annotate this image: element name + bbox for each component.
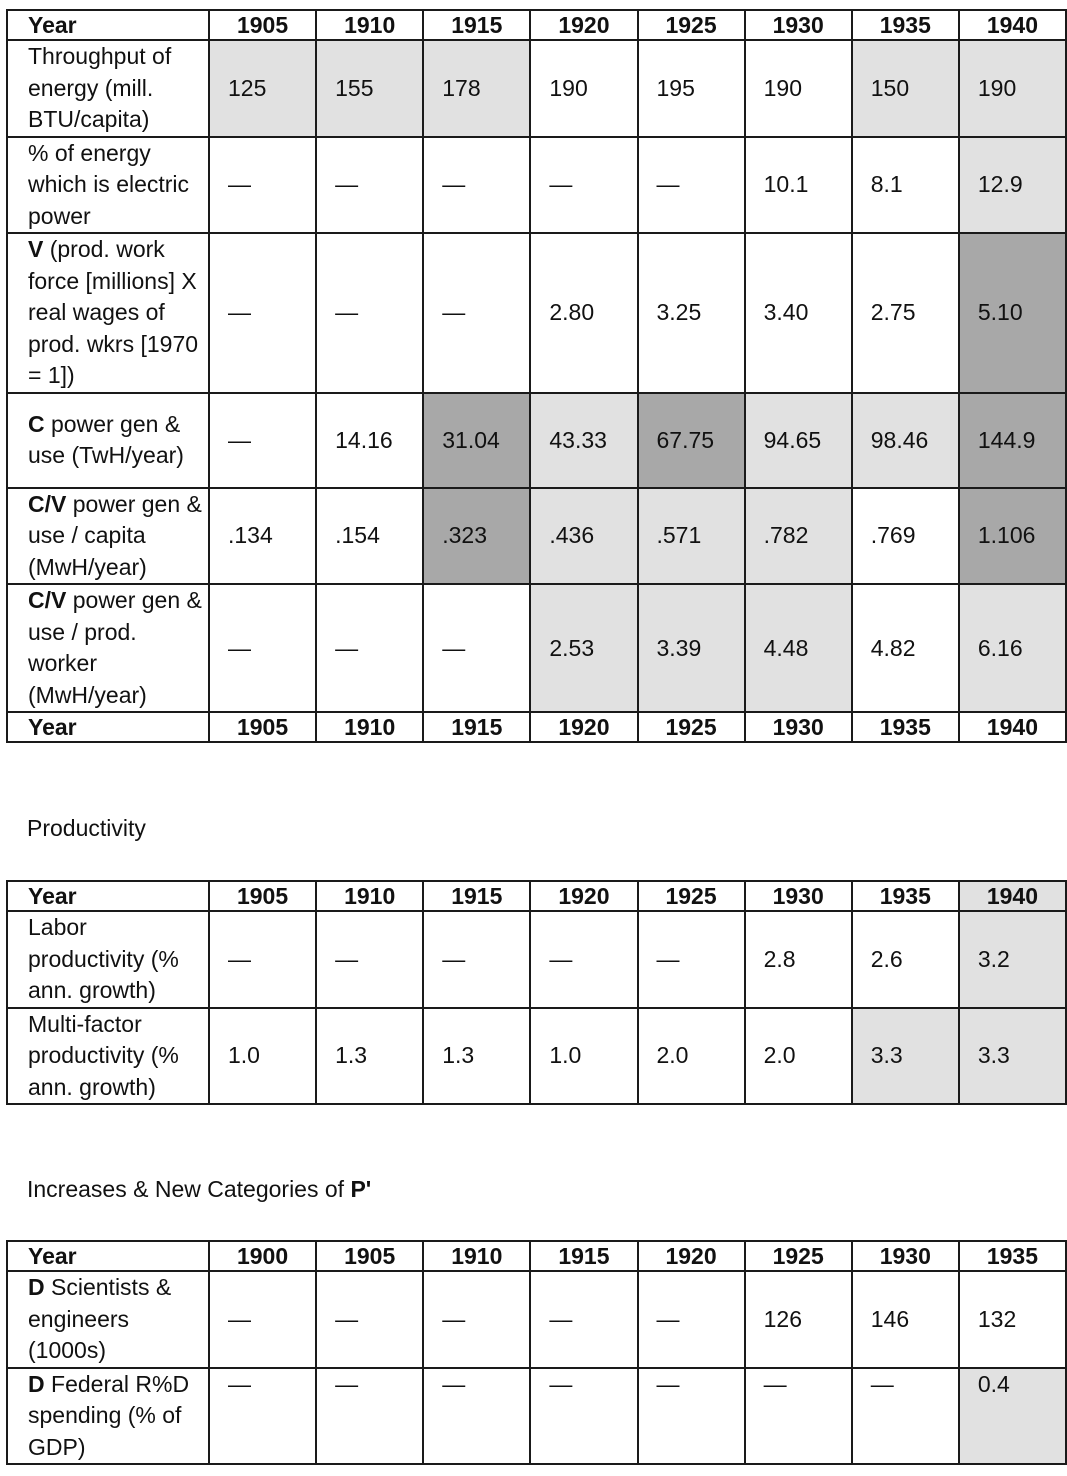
- row-label-symbol: D: [28, 1274, 45, 1300]
- table-cell: —: [209, 1368, 316, 1465]
- table-cell: 2.53: [530, 584, 637, 712]
- table-cell: —: [209, 393, 316, 488]
- row-label-symbol: C/V: [28, 587, 67, 613]
- row-label-text: power gen & use / capita (MwH/year): [28, 490, 202, 580]
- row-label-symbol: C/V: [28, 490, 67, 517]
- table-cell: —: [209, 911, 316, 1008]
- table-cell: 2.8: [745, 911, 852, 1008]
- year-header-cell: 1930: [745, 881, 852, 911]
- year-header-cell: 1915: [423, 881, 530, 911]
- year-header-cell: 1925: [638, 712, 745, 742]
- table-cell: 0.4: [959, 1368, 1066, 1465]
- table-row: [7, 1368, 1066, 1465]
- productivity-table: [6, 880, 1067, 1105]
- table-cell: .323: [423, 488, 530, 585]
- table-cell: 190: [959, 40, 1066, 137]
- table-cell: —: [316, 584, 423, 712]
- year-header-cell: 1935: [852, 712, 959, 742]
- table-cell: 150: [852, 40, 959, 137]
- year-header-cell: 1935: [852, 881, 959, 911]
- year-footer-row: [7, 712, 1066, 742]
- table-cell: 3.3: [959, 1008, 1066, 1105]
- table-cell: 2.80: [530, 233, 637, 393]
- table-cell: —: [638, 1271, 745, 1368]
- year-header-cell: 1925: [638, 10, 745, 40]
- row-label-text: Throughput of energy (mill. BTU/capita): [28, 43, 172, 132]
- table-cell: 14.16: [316, 393, 423, 488]
- table-cell: 4.48: [745, 584, 852, 712]
- table-cell: .134: [209, 488, 316, 585]
- table-row: [7, 584, 1066, 712]
- table-cell: 2.0: [745, 1008, 852, 1105]
- table-cell: .154: [316, 488, 423, 585]
- table-cell: 6.16: [959, 584, 1066, 712]
- year-header-cell: 1935: [959, 1241, 1066, 1271]
- year-header-cell: 1915: [423, 712, 530, 742]
- table-cell: 190: [745, 40, 852, 137]
- year-header-cell: 1925: [638, 881, 745, 911]
- table-row: [7, 137, 1066, 234]
- table-cell: 132: [959, 1271, 1066, 1368]
- year-header-cell: 1925: [745, 1241, 852, 1271]
- year-header-cell: 1930: [852, 1241, 959, 1271]
- table-cell: —: [209, 1271, 316, 1368]
- year-header-cell: 1910: [316, 712, 423, 742]
- year-header-cell: 1930: [745, 712, 852, 742]
- table-cell: 5.10: [959, 233, 1066, 393]
- row-label-symbol: D: [28, 1370, 45, 1397]
- table-cell: —: [423, 911, 530, 1008]
- table-row: [7, 233, 1066, 393]
- table-row: [7, 40, 1066, 137]
- row-label-symbol: V: [28, 236, 44, 262]
- table-cell: —: [530, 911, 637, 1008]
- table-cell: —: [423, 137, 530, 234]
- table-row: [7, 488, 1066, 585]
- table-cell: 2.0: [638, 1008, 745, 1105]
- row-label: [7, 233, 209, 393]
- row-label-text: (prod. work force [millions] X real wages of prod. wkrs [1970 = 1]): [28, 236, 199, 388]
- table-cell: —: [316, 1368, 423, 1465]
- year-header-cell: 1940: [959, 10, 1066, 40]
- table-cell: —: [316, 137, 423, 234]
- row-label-text: Multi-factor productivity (% ann. growth): [28, 1010, 179, 1100]
- table-cell: 3.25: [638, 233, 745, 393]
- year-header-cell: 1940: [959, 881, 1066, 911]
- row-label: [7, 393, 209, 488]
- table-cell: 10.1: [745, 137, 852, 234]
- row-label-text: % of energy which is electric power: [28, 139, 190, 229]
- table-cell: 2.6: [852, 911, 959, 1008]
- year-label: Year: [7, 1241, 209, 1271]
- table-cell: 12.9: [959, 137, 1066, 234]
- table-cell: 3.2: [959, 911, 1066, 1008]
- table-cell: 98.46: [852, 393, 959, 488]
- row-label-text: Labor productivity (% ann. growth): [28, 914, 179, 1003]
- year-header-cell: 1920: [530, 881, 637, 911]
- table-cell: 155: [316, 40, 423, 137]
- year-header-cell: 1940: [959, 712, 1066, 742]
- productivity-heading: Productivity: [27, 815, 146, 841]
- table-cell: —: [423, 233, 530, 393]
- increases-table: [6, 1240, 1067, 1465]
- table-cell: 126: [745, 1271, 852, 1368]
- table-cell: —: [209, 584, 316, 712]
- table-cell: .769: [852, 488, 959, 585]
- table-cell: —: [530, 137, 637, 234]
- table-cell: .571: [638, 488, 745, 585]
- table-cell: 67.75: [638, 393, 745, 488]
- table-cell: —: [316, 911, 423, 1008]
- table-cell: 94.65: [745, 393, 852, 488]
- year-header-cell: 1910: [316, 881, 423, 911]
- table-cell: 3.3: [852, 1008, 959, 1105]
- row-label: [7, 911, 209, 1008]
- energy-table: [6, 9, 1067, 743]
- increases-heading-symbol: P': [350, 1176, 372, 1202]
- year-header-cell: 1905: [209, 881, 316, 911]
- table-cell: 2.75: [852, 233, 959, 393]
- table-cell: —: [423, 584, 530, 712]
- year-header-cell: 1905: [209, 712, 316, 742]
- year-header-cell: 1935: [852, 10, 959, 40]
- year-header-cell: 1920: [530, 10, 637, 40]
- table-cell: —: [423, 1368, 530, 1465]
- table-cell: 1.106: [959, 488, 1066, 585]
- table-cell: —: [209, 137, 316, 234]
- table-row: [7, 911, 1066, 1008]
- table-cell: 3.40: [745, 233, 852, 393]
- row-label-text: power gen & use (TwH/year): [28, 410, 184, 468]
- row-label: [7, 584, 209, 712]
- table-row: [7, 1008, 1066, 1105]
- increases-heading: [27, 1176, 371, 1203]
- row-label: [7, 1368, 209, 1465]
- row-label: [7, 488, 209, 585]
- table-cell: —: [638, 137, 745, 234]
- table-cell: —: [316, 233, 423, 393]
- table-cell: 195: [638, 40, 745, 137]
- row-label: [7, 1008, 209, 1105]
- year-header-cell: 1930: [745, 10, 852, 40]
- row-label-text: Federal R%D spending (% of GDP): [28, 1370, 190, 1460]
- table-cell: 1.3: [423, 1008, 530, 1105]
- year-header-cell: 1910: [316, 10, 423, 40]
- row-label-text: power gen & use / prod. worker (MwH/year): [28, 587, 202, 708]
- year-header-row: [7, 881, 1066, 911]
- table-cell: 3.39: [638, 584, 745, 712]
- table-cell: 146: [852, 1271, 959, 1368]
- table-cell: —: [423, 1271, 530, 1368]
- year-label: Year: [7, 881, 209, 911]
- year-header-cell: 1900: [209, 1241, 316, 1271]
- year-label: Year: [7, 10, 209, 40]
- table-cell: —: [852, 1368, 959, 1465]
- row-label: [7, 137, 209, 234]
- table-cell: 8.1: [852, 137, 959, 234]
- table-cell: —: [530, 1271, 637, 1368]
- table-cell: 43.33: [530, 393, 637, 488]
- row-label-text: Scientists & engineers (1000s): [28, 1274, 172, 1363]
- increases-heading-text: Increases & New Categories of: [27, 1176, 351, 1202]
- year-label: Year: [7, 712, 209, 742]
- table-row: [7, 1271, 1066, 1368]
- table-cell: —: [316, 1271, 423, 1368]
- year-header-cell: 1905: [316, 1241, 423, 1271]
- year-header-cell: 1915: [530, 1241, 637, 1271]
- year-header-cell: 1915: [423, 10, 530, 40]
- year-header-cell: 1920: [530, 712, 637, 742]
- year-header-row: [7, 10, 1066, 40]
- table-row: [7, 393, 1066, 488]
- table-cell: 31.04: [423, 393, 530, 488]
- table-cell: —: [638, 1368, 745, 1465]
- table-cell: —: [638, 911, 745, 1008]
- table-cell: .436: [530, 488, 637, 585]
- table-cell: 4.82: [852, 584, 959, 712]
- row-label-symbol: C: [28, 410, 45, 437]
- table-cell: 1.0: [530, 1008, 637, 1105]
- table-cell: —: [209, 233, 316, 393]
- table-cell: —: [530, 1368, 637, 1465]
- row-label: [7, 1271, 209, 1368]
- table-cell: 178: [423, 40, 530, 137]
- table-cell: 190: [530, 40, 637, 137]
- row-label: [7, 40, 209, 137]
- table-cell: 1.3: [316, 1008, 423, 1105]
- year-header-row: [7, 1241, 1066, 1271]
- table-cell: 1.0: [209, 1008, 316, 1105]
- year-header-cell: 1910: [423, 1241, 530, 1271]
- year-header-cell: 1920: [638, 1241, 745, 1271]
- table-cell: 125: [209, 40, 316, 137]
- year-header-cell: 1905: [209, 10, 316, 40]
- table-cell: .782: [745, 488, 852, 585]
- table-cell: 144.9: [959, 393, 1066, 488]
- table-cell: —: [745, 1368, 852, 1465]
